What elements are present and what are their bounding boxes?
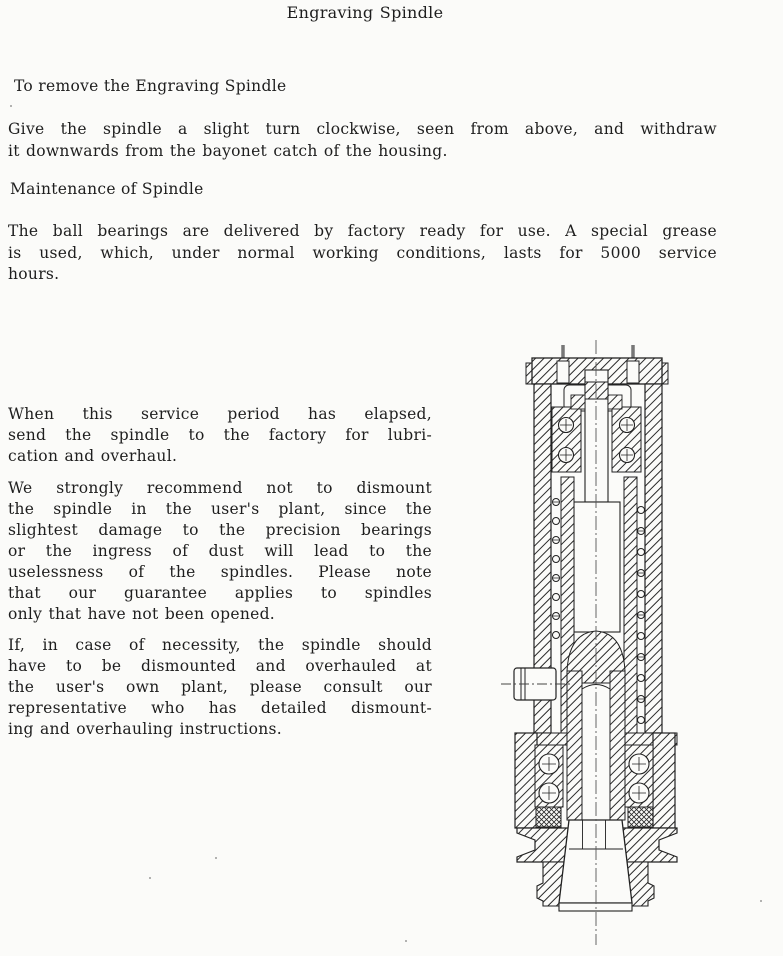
- scan-speck: [760, 900, 762, 902]
- page-title: Engraving Spindle: [286, 3, 444, 22]
- spindle-figure: [479, 337, 719, 952]
- scan-speck: [149, 877, 151, 879]
- diagram-seal-left: [536, 807, 561, 827]
- paragraph-service-period: When this service period has elapsed, send the spindle to the factory for lubri- cation and overhaul.: [8, 405, 432, 465]
- diagram-seal-right: [628, 807, 653, 827]
- diagram-taper-cone: [559, 820, 632, 911]
- paragraph-maintenance: The ball bearings are delivered by factory ready for use. A special grease is used, which, under normal working conditions, lasts for 5000 service hours.: [8, 222, 717, 283]
- scan-speck: [405, 940, 407, 942]
- spindle-cross-section-diagram: [479, 337, 719, 952]
- paragraph-remove-spindle: Give the spindle a slight turn clockwise, seen from above, and withdraw it downwards from the bayonet catch of the housing.: [8, 120, 717, 160]
- diagram-shaft: [571, 370, 622, 632]
- heading-remove-spindle: To remove the Engraving Spindle: [14, 77, 287, 95]
- scan-speck: [10, 105, 12, 107]
- heading-maintenance: Maintenance of Spindle: [10, 180, 204, 198]
- paragraph-overhaul-consult: If, in case of necessity, the spindle should have to be dismounted and overhauled at the user's own plant, please consult our representative who has detailed dismount- ing and overhauling instructions.: [8, 636, 432, 738]
- paragraph-dismount-warning: We strongly recommend not to dismount the spindle in the user's plant, since the slightest damage to the precision bearings or the ingress of dust will lead to the uselessness of the spindles. Please note that our guarantee applies to spindles only that have not been opened.: [8, 479, 432, 623]
- scan-speck: [215, 857, 217, 859]
